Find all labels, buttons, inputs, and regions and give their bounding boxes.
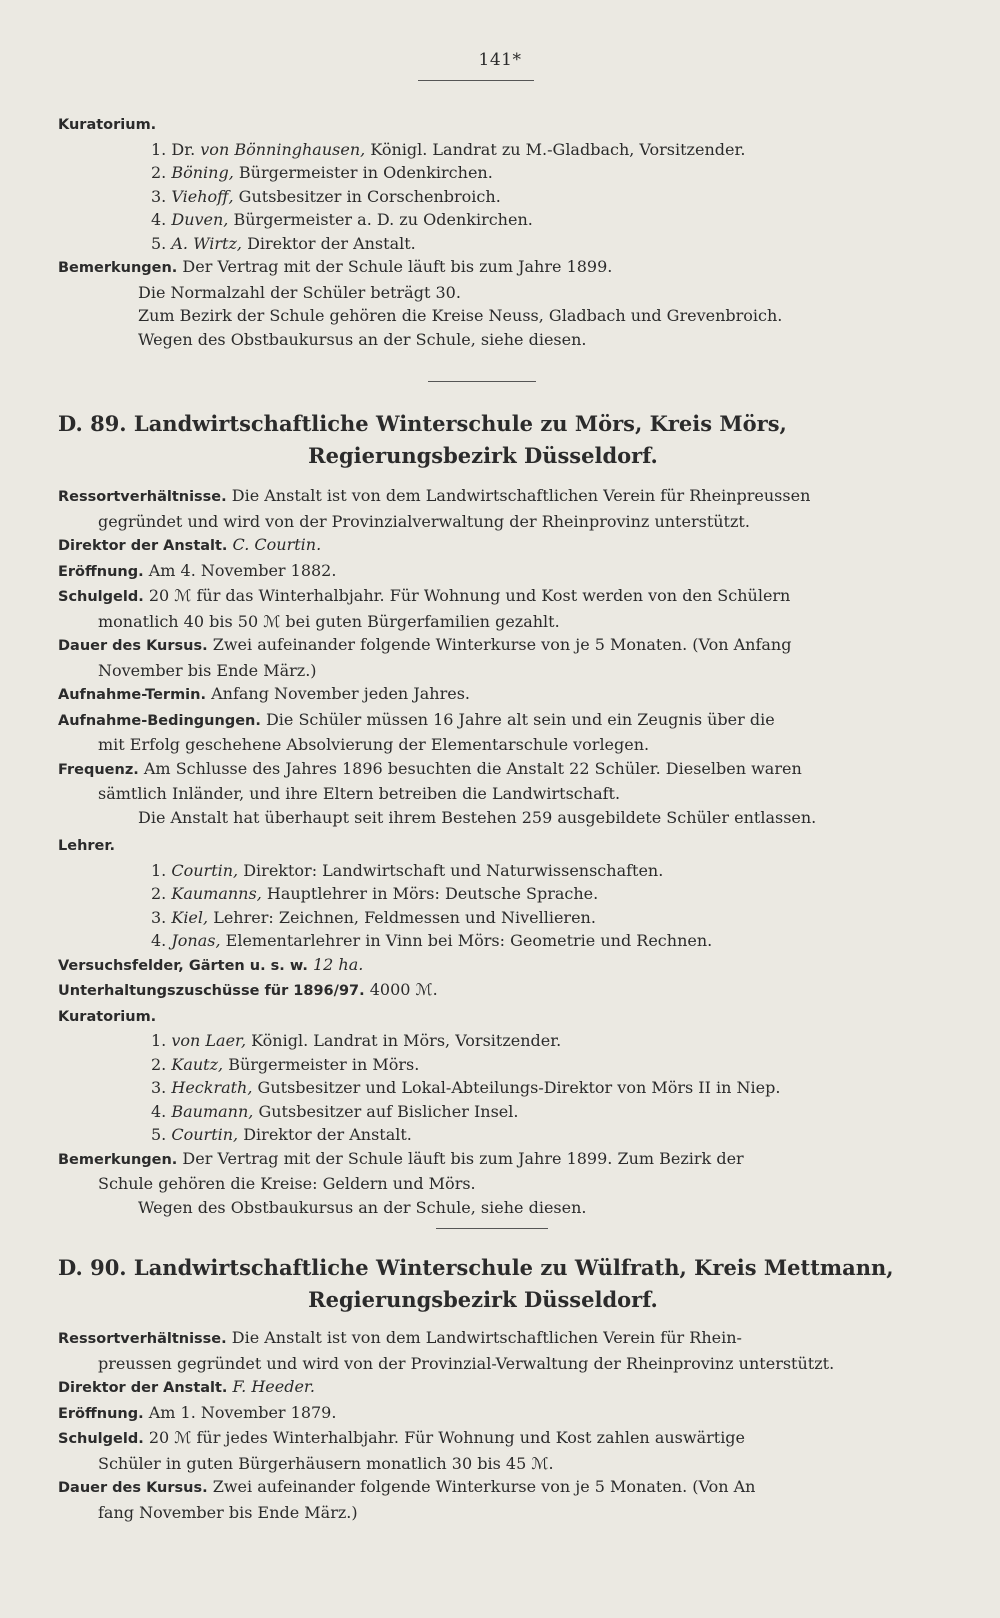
schulgeld-line: Schulgeld. 20 ℳ für jedes Winterhalbjahr. Für Wohnung und Kost zahlen auswärtige — [58, 1428, 746, 1447]
ressort-line: Ressortverhältnisse. Die Anstalt ist von dem Landwirtschaftlichen Verein für Rheinpreussen — [58, 486, 811, 505]
ressort-line: preussen gegründet und wird von der Provinzial-Verwaltung der Rheinprovinz unterstützt. — [98, 1353, 835, 1373]
bemerkungen-line: Bemerkungen. Der Vertrag mit der Schule läuft bis zum Jahre 1899. Zum Bezirk der — [58, 1148, 744, 1168]
lehrer-item: 1. Courtin, Direktor: Landwirtschaft und Naturwissenschaften. — [151, 860, 664, 880]
aufnahme-bedingungen-line: Aufnahme-Bedingungen. Die Schüler müssen 16 Jahre alt sein und ein Zeugnis über die — [58, 709, 775, 729]
kuratorium-member: 3. Viehoff, Gutsbesitzer in Corschenbroich. — [151, 186, 501, 206]
direktor-line: Direktor der Anstalt. F. Heeder. — [58, 1377, 315, 1396]
lehrer-heading: Lehrer. — [58, 838, 115, 854]
eroeffnung-line: Eröffnung. Am 4. November 1882. — [58, 560, 337, 580]
frequenz-line: Frequenz. Am Schlusse des Jahres 1896 besuchten die Anstalt 22 Schüler. Dieselben waren — [58, 758, 802, 778]
section-divider — [428, 381, 536, 382]
section-d90 — [58, 1252, 908, 1524]
frequenz-line: sämtlich Inländer, und ihre Eltern betreiben die Landwirtschaft. — [98, 784, 621, 803]
section-divider — [436, 1228, 548, 1229]
lehrer-item: 4. Jonas, Elementarlehrer in Vinn bei Mörs: Geometrie und Rechnen. — [151, 931, 713, 950]
section-d88-continuation — [58, 112, 908, 351]
kuratorium-member: 2. Kautz, Bürgermeister in Mörs. — [151, 1054, 420, 1074]
schulgeld-line: monatlich 40 bis 50 ℳ bei guten Bürgerfamilien gezahlt. — [98, 611, 560, 631]
aufnahme-bedingungen-line: mit Erfolg geschehene Absolvierung der Elementarschule vorlegen. — [98, 735, 650, 754]
dauer-line: November bis Ende März.) — [98, 660, 317, 680]
lehrer-item: 3. Kiel, Lehrer: Zeichnen, Feldmessen und Nivellieren. — [151, 907, 596, 927]
bemerkungen-line: Wegen des Obstbaukursus an der Schule, siehe diesen. — [138, 1197, 587, 1217]
kuratorium-heading: Kuratorium. — [58, 117, 157, 133]
versuchsfelder-line: Versuchsfelder, Gärten u. s. w. 12 ha. — [58, 954, 364, 974]
section-d89 — [58, 408, 908, 1219]
direktor-line: Direktor der Anstalt. C. Courtin. — [58, 535, 322, 554]
kuratorium-member: 1. Dr. von Bönninghausen, Königl. Landrat zu M.-Gladbach, Vorsitzender. — [151, 139, 746, 159]
kuratorium-member: 4. Baumann, Gutsbesitzer auf Bislicher Insel. — [151, 1101, 519, 1121]
schulgeld-line: Schulgeld. 20 ℳ für das Winterhalbjahr. Für Wohnung und Kost werden von den Schülern — [58, 586, 791, 605]
eroeffnung-line: Eröffnung. Am 1. November 1879. — [58, 1402, 337, 1422]
ressort-line: Ressortverhältnisse. Die Anstalt ist von dem Landwirtschaftlichen Verein für Rhein- — [58, 1328, 742, 1347]
section-subheading: Regierungsbezirk Düsseldorf. — [308, 443, 658, 468]
bemerkungen-line: Zum Bezirk der Schule gehören die Kreise Neuss, Gladbach und Grevenbroich. — [138, 306, 783, 325]
dauer-line: Dauer des Kursus. Zwei aufeinander folgende Winterkurse von je 5 Monaten. (Von Anfang — [58, 635, 792, 654]
page-number: 141* — [478, 50, 522, 70]
bemerkungen-line: Bemerkungen. Der Vertrag mit der Schule läuft bis zum Jahre 1899. — [58, 257, 613, 276]
kuratorium-member: 1. von Laer, Königl. Landrat in Mörs, Vorsitzender. — [151, 1031, 562, 1050]
bemerkungen-line: Schule gehören die Kreise: Geldern und Mörs. — [98, 1174, 476, 1193]
bemerkungen-line: Die Normalzahl der Schüler beträgt 30. — [138, 282, 461, 302]
kuratorium-member: 2. Böning, Bürgermeister in Odenkirchen. — [151, 163, 493, 182]
lehrer-item: 2. Kaumanns, Hauptlehrer in Mörs: Deutsche Sprache. — [151, 884, 599, 903]
section-subheading: Regierungsbezirk Düsseldorf. — [308, 1287, 658, 1312]
section-heading: D. 90. Landwirtschaftliche Winterschule zu Wülfrath, Kreis Mettmann, — [58, 1255, 894, 1280]
kuratorium-heading: Kuratorium. — [58, 1008, 157, 1025]
schulgeld-line: Schüler in guten Bürgerhäusern monatlich 30 bis 45 ℳ. — [98, 1453, 554, 1473]
unterhaltungszuschuesse-line: Unterhaltungszuschüsse für 1896/97. 4000 ℳ. — [58, 980, 438, 999]
bemerkungen-line: Wegen des Obstbaukursus an der Schule, siehe diesen. — [138, 329, 587, 349]
dauer-line: Dauer des Kursus. Zwei aufeinander folgende Winterkurse von je 5 Monaten. (Von An — [58, 1477, 756, 1496]
kuratorium-member: 5. Courtin, Direktor der Anstalt. — [151, 1125, 412, 1144]
page-header — [0, 50, 1000, 70]
header-rule — [418, 80, 534, 81]
kuratorium-member: 4. Duven, Bürgermeister a. D. zu Odenkirchen. — [151, 210, 533, 229]
dauer-line: fang November bis Ende März.) — [98, 1502, 358, 1522]
ressort-line: gegründet und wird von der Provinzialverwaltung der Rheinprovinz unterstützt. — [98, 511, 750, 531]
section-heading: D. 89. Landwirtschaftliche Winterschule zu Mörs, Kreis Mörs, — [58, 411, 787, 436]
kuratorium-member: 3. Heckrath, Gutsbesitzer und Lokal-Abteilungs-Direktor von Mörs II in Niep. — [151, 1078, 781, 1097]
kuratorium-member: 5. A. Wirtz, Direktor der Anstalt. — [151, 233, 416, 253]
frequenz-line: Die Anstalt hat überhaupt seit ihrem Bestehen 259 ausgebildete Schüler entlassen. — [138, 807, 817, 827]
aufnahme-termin-line: Aufnahme-Termin. Anfang November jeden Jahres. — [58, 684, 470, 703]
